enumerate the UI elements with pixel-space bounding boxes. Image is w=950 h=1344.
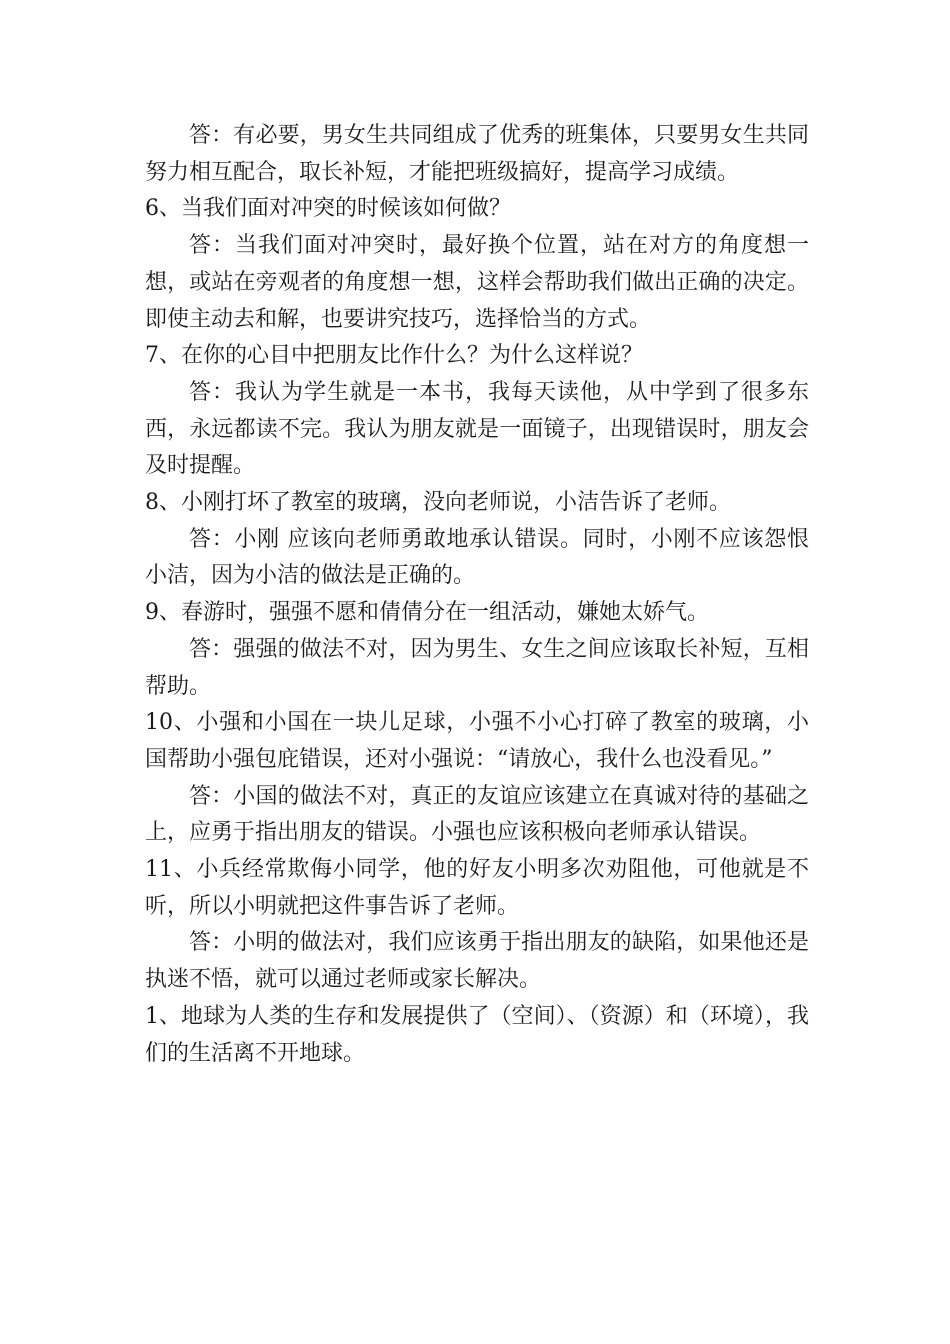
answer-paragraph: 答：当我们面对冲突时，最好换个位置，站在对方的角度想一想，或站在旁观者的角度想一想，这样会帮助我们做出正确的决定。即使主动去和解，也要讲究技巧，选择恰当的方式。 <box>145 233 809 332</box>
question-paragraph: 10、小强和小国在一块儿足球，小强不小心打碎了教室的玻璃，小国帮助小强包庇错误，还对小强说：“请放心，我什么也没看见。” <box>145 710 809 772</box>
question-paragraph: 9、春游时，强强不愿和倩倩分在一组活动，嫌她太娇气。 <box>145 600 709 626</box>
question-paragraph: 1、地球为人类的生存和发展提供了（空间）、（资源）和（环境），我们的生活离不开地球。 <box>145 1003 809 1066</box>
answer-paragraph: 答：有必要，男女生共同组成了优秀的班集体，只要男女生共同努力相互配合，取长补短，才能把班级搞好，提高学习成绩。 <box>145 123 809 185</box>
question-paragraph: 6、当我们面对冲突的时候该如何做？ <box>145 196 511 222</box>
question-paragraph: 11、小兵经常欺侮小同学，他的好友小明多次劝阻他，可他就是不听，所以小明就把这件事告诉了老师。 <box>145 857 809 919</box>
answer-paragraph: 答：小刚 应该向老师勇敢地承认错误。同时，小刚不应该怨恨小洁，因为小洁的做法是正确的。 <box>145 526 809 589</box>
answer-paragraph: 答：强强的做法不对，因为男生、女生之间应该取长补短，互相帮助。 <box>145 636 809 699</box>
answer-paragraph: 答：小国的做法不对，真正的友谊应该建立在真诚对待的基础之上，应勇于指出朋友的错误。小强也应该积极向老师承认错误。 <box>145 783 809 846</box>
document-body <box>145 118 809 1072</box>
answer-paragraph: 答：小明的做法对，我们应该勇于指出朋友的缺陷，如果他还是执迷不悟，就可以通过老师或家长解决。 <box>145 930 809 993</box>
question-paragraph: 7、在你的心目中把朋友比作什么？为什么这样说？ <box>145 343 643 369</box>
answer-paragraph: 答：我认为学生就是一本书，我每天读他，从中学到了很多东西，永远都读不完。我认为朋友就是一面镜子，出现错误时，朋友会及时提醒。 <box>145 379 809 479</box>
question-paragraph: 8、小刚打坏了教室的玻璃，没向老师说，小洁告诉了老师。 <box>145 490 731 516</box>
